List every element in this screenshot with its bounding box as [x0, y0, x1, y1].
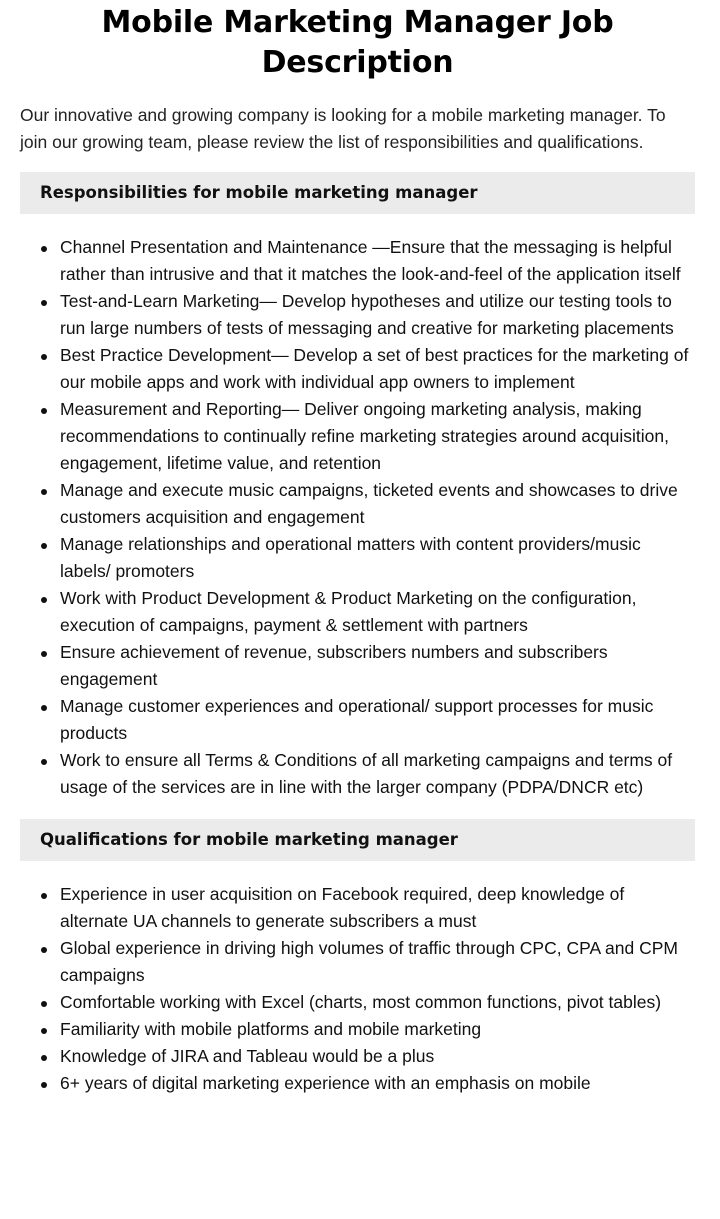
list-item: Measurement and Reporting— Deliver ongoing marketing analysis, making recommendations to continually refine marketing strategies around acquisition, engagement, lifetime value, and retention — [60, 396, 695, 477]
list-item: Experience in user acquisition on Facebook required, deep knowledge of alternate UA channels to generate subscribers a must — [60, 881, 695, 935]
intro-paragraph: Our innovative and growing company is looking for a mobile marketing manager. To join our growing team, please review the list of responsibilities and qualifications. — [20, 105, 666, 152]
list-item: Global experience in driving high volumes of traffic through CPC, CPA and CPM campaigns — [60, 935, 695, 989]
list-item: Knowledge of JIRA and Tableau would be a plus — [60, 1043, 695, 1070]
responsibilities-list — [20, 234, 695, 801]
list-item: Work with Product Development & Product Marketing on the configuration, execution of campaigns, payment & settlement with partners — [60, 585, 695, 639]
list-item: Test-and-Learn Marketing— Develop hypotheses and utilize our testing tools to run large numbers of tests of messaging and creative for marketing placements — [60, 288, 695, 342]
list-item: 6+ years of digital marketing experience with an emphasis on mobile — [60, 1070, 695, 1097]
list-item: Best Practice Development— Develop a set of best practices for the marketing of our mobile apps and work with individual app owners to implement — [60, 342, 695, 396]
list-item: Familiarity with mobile platforms and mobile marketing — [60, 1016, 695, 1043]
responsibilities-heading: Responsibilities for mobile marketing manager — [20, 172, 695, 214]
list-item: Ensure achievement of revenue, subscribers numbers and subscribers engagement — [60, 639, 695, 693]
list-item: Channel Presentation and Maintenance —Ensure that the messaging is helpful rather than intrusive and that it matches the look-and-feel of the application itself — [60, 234, 695, 288]
qualifications-list — [20, 881, 695, 1097]
list-item: Work to ensure all Terms & Conditions of all marketing campaigns and terms of usage of the services are in line with the larger company (PDPA/DNCR etc) — [60, 747, 695, 801]
qualifications-heading: Qualifications for mobile marketing manager — [20, 819, 695, 861]
list-item: Manage customer experiences and operational/ support processes for music products — [60, 693, 695, 747]
list-item: Comfortable working with Excel (charts, most common functions, pivot tables) — [60, 989, 695, 1016]
page-title: Mobile Marketing Manager Job Description — [101, 5, 614, 80]
list-item: Manage relationships and operational matters with content providers/music labels/ promoters — [60, 531, 695, 585]
list-item: Manage and execute music campaigns, ticketed events and showcases to drive customers acquisition and engagement — [60, 477, 695, 531]
